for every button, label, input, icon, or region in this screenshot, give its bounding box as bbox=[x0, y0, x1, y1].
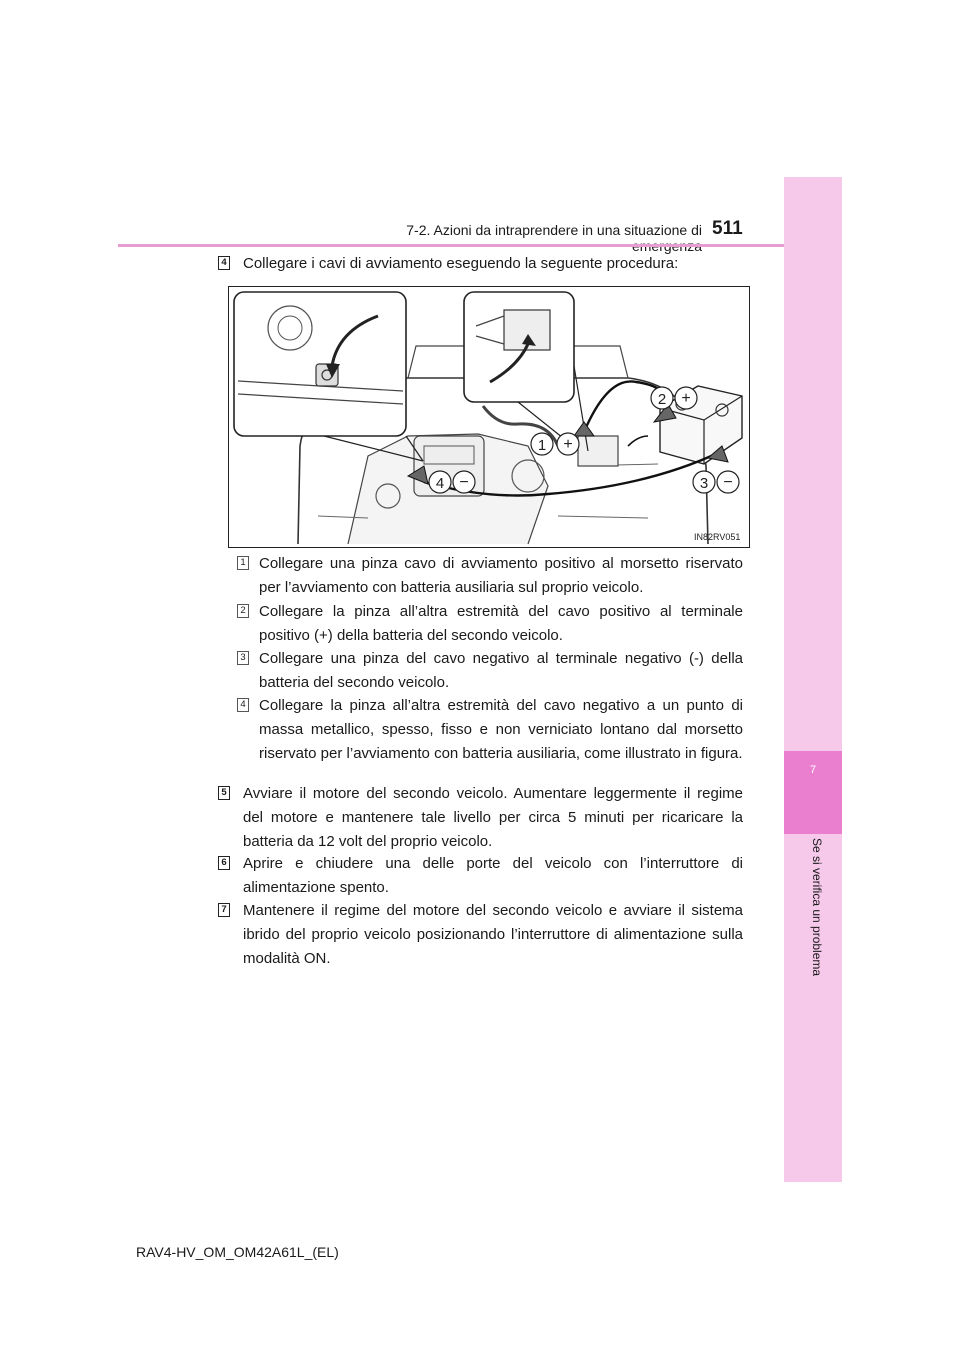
step-number-box: 5 bbox=[218, 786, 230, 800]
document-code: RAV4-HV_OM_OM42A61L_(EL) bbox=[136, 1244, 339, 1260]
substep-text: Collegare la pinza all’altra estremità del cavo negativo a un punto di massa metallico, spesso, fisso e non verniciato lontano dal morsetto riservato per l’avviamento con batteria ausiliaria, come illustrato in figura. bbox=[259, 697, 743, 762]
step-number-box: 7 bbox=[218, 903, 230, 917]
svg-text:4: 4 bbox=[435, 475, 445, 492]
engine-bay-illustration bbox=[228, 286, 750, 548]
substep-number-box: 1 bbox=[237, 556, 249, 570]
svg-text:+: + bbox=[681, 390, 691, 407]
svg-text:2: 2 bbox=[657, 391, 667, 408]
step-text: Avviare il motore del secondo veicolo. Aumentare leggermente il regime del motore e mantenere tale livello per circa 5 minuti per ricaricare la batteria da 12 volt del proprio veicolo. bbox=[243, 785, 743, 850]
svg-text:1: 1 bbox=[537, 437, 547, 454]
jump-start-figure bbox=[228, 286, 750, 548]
section-title: 7-2. Azioni da intraprendere in una situazione di bbox=[406, 222, 702, 238]
header-rule bbox=[118, 244, 784, 247]
step-text: Aprire e chiudere una delle porte del veicolo con l’interruttore di alimentazione spento. bbox=[243, 855, 743, 896]
svg-text:−: − bbox=[459, 474, 469, 491]
substep-text: Collegare una pinza del cavo negativo al terminale negativo (-) della batteria del secondo veicolo. bbox=[259, 650, 743, 691]
svg-text:3: 3 bbox=[699, 475, 709, 492]
svg-text:−: − bbox=[723, 474, 733, 491]
substep-number-box: 2 bbox=[237, 604, 249, 618]
substep-number-box: 4 bbox=[237, 698, 249, 712]
chapter-number: 7 bbox=[809, 764, 817, 776]
step-text: Collegare i cavi di avviamento eseguendo la seguente procedura: bbox=[243, 255, 679, 272]
substep-number-box: 3 bbox=[237, 651, 249, 665]
chapter-side-tab bbox=[784, 177, 842, 1182]
substep-text: Collegare la pinza all’altra estremità del cavo positivo al terminale positivo (+) della batteria del secondo veicolo. bbox=[259, 603, 743, 644]
page-number: 511 bbox=[712, 218, 743, 239]
figure-code: IN82RV051 bbox=[694, 532, 741, 542]
svg-text:+: + bbox=[563, 436, 573, 453]
step-number-box: 6 bbox=[218, 856, 230, 870]
chapter-title: Se si verifica un problema bbox=[810, 838, 824, 977]
step-number-box: 4 bbox=[218, 256, 230, 270]
substep-text: Collegare una pinza cavo di avviamento positivo al morsetto riservato per l’avviamento con batteria ausiliaria sul proprio veicolo. bbox=[259, 555, 743, 596]
step-text: Mantenere il regime del motore del secondo veicolo e avviare il sistema ibrido del proprio veicolo posizionando l’interruttore di alimentazione sulla modalità ON. bbox=[243, 902, 743, 967]
